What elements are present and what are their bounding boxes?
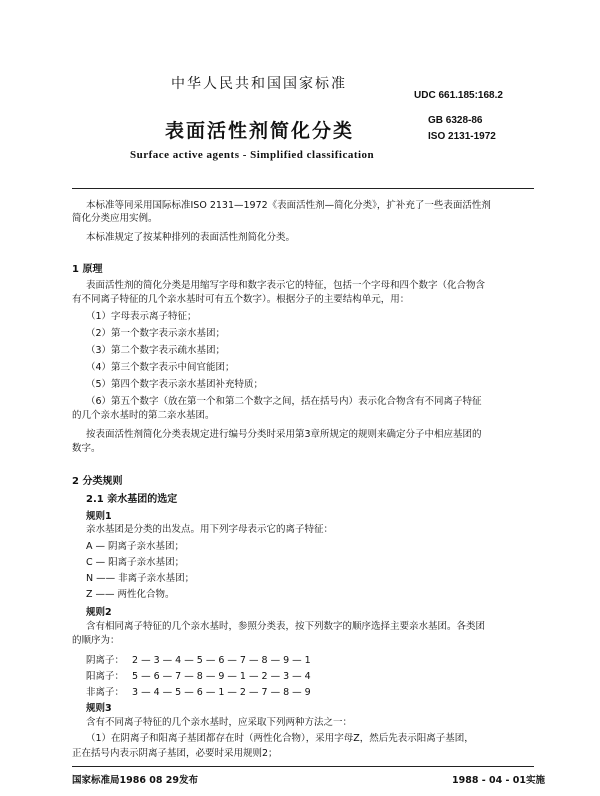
section-1-paragraph-3-line2: 数字。 — [72, 443, 101, 454]
section-2-heading: 2 分类规则 — [72, 476, 123, 487]
rule-2-text-line2: 的顺序为： — [72, 635, 120, 646]
sequence-row — [86, 684, 311, 698]
udc-code: UDC 661.185:168.2 — [414, 90, 503, 101]
intro-paragraph-line1: 本标准等同采用国际标准ISO 2131—1972《表面活性剂—简化分类》，扩补充了一些表面活性剂 — [86, 200, 491, 211]
sequence-values: 2 — 3 — 4 — 5 — 6 — 7 — 8 — 9 — 1 — [132, 655, 311, 666]
list-item-6-line1: （6）第五个数字（放在第一个和第二个数字之间，括在括号内）表示化合物含有不同离子特征 — [86, 396, 482, 407]
list-item: （5）第四个数字表示亲水基团补充特质； — [86, 379, 264, 390]
rule-1-text: 亲水基团是分类的出发点。用下列字母表示它的离子特征： — [86, 524, 334, 535]
section-2-1-heading: 2.1 亲水基团的选定 — [86, 494, 178, 505]
letter-item: A — 阴离子亲水基团； — [86, 541, 185, 552]
section-1-paragraph-line2: 有不同离子特征的几个亲水基时可有五个数字）。根据分子的主要结构单元，用： — [72, 294, 410, 305]
sequence-row — [86, 652, 311, 666]
sequence-row — [86, 668, 311, 682]
list-item: （1）字母表示离子特征； — [86, 311, 197, 322]
national-standard-label: 中华人民共和国国家标准 — [171, 76, 347, 92]
rule-3-item-1-line1: （1）在阴离子和阳离子基团都存在时（两性化合物），采用字母Z，然后先表示阳离子基团， — [86, 733, 474, 744]
letter-item: C — 阳离子亲水基团； — [86, 557, 185, 568]
footer-divider — [72, 766, 534, 767]
rule-3-label: 规则3 — [86, 703, 112, 714]
list-item: （3）第二个数字表示疏水基团； — [86, 345, 226, 356]
section-1-heading: 1 原理 — [72, 264, 103, 275]
sequence-label: 阳离子： — [86, 671, 125, 682]
letter-item: Z —— 两性化合物。 — [86, 589, 175, 600]
intro-paragraph-line2: 简化分类应用实例。 — [72, 213, 158, 224]
issue-date: 国家标准局1986 08 29发布 — [72, 775, 198, 786]
rule-3-item-1-line2: 正在括号内表示阴离子基团，必要时采用规则2； — [72, 748, 278, 759]
section-1-paragraph-line1: 表面活性剂的简化分类是用缩写字母和数字表示它的特征，包括一个字母和四个数字（化合物含 — [86, 280, 486, 291]
section-1-paragraph-3-line1: 按表面活性剂简化分类表规定进行编号分类时采用第3章所规定的规则来确定分子中相应基团的 — [86, 429, 482, 440]
sequence-values: 3 — 4 — 5 — 6 — 1 — 2 — 7 — 8 — 9 — [132, 687, 311, 698]
list-item: （4）第三个数字表示中间官能团； — [86, 362, 235, 373]
sequence-values: 5 — 6 — 7 — 8 — 9 — 1 — 2 — 3 — 4 — [132, 671, 311, 682]
page-title: 表面活性剂简化分类 — [165, 120, 355, 142]
list-item-6-line2: 的几个亲水基时的第二亲水基团。 — [72, 410, 215, 421]
gb-code: GB 6328-86 — [428, 115, 483, 126]
list-item: （2）第一个数字表示亲水基团； — [86, 328, 226, 339]
intro-paragraph-2: 本标准规定了按某种排列的表面活性剂简化分类。 — [86, 232, 296, 243]
rule-2-text-line1: 含有相同离子特征的几个亲水基时，参照分类表，按下列数字的顺序选择主要亲水基团。各类团 — [86, 621, 486, 632]
rule-3-text: 含有不同离子特征的几个亲水基时，应采取下列两种方法之一： — [86, 717, 353, 728]
rule-1-label: 规则1 — [86, 511, 112, 522]
iso-code: ISO 2131-1972 — [428, 131, 496, 142]
letter-item: N —— 非离子亲水基团； — [86, 573, 195, 584]
sequence-label: 阴离子： — [86, 655, 125, 666]
rule-2-label: 规则2 — [86, 607, 112, 618]
effective-date: 1988 - 04 - 01实施 — [452, 775, 545, 786]
header-divider — [72, 188, 534, 189]
sequence-label: 非离子： — [86, 687, 125, 698]
english-title: Surface active agents - Simplified classification — [130, 149, 375, 161]
